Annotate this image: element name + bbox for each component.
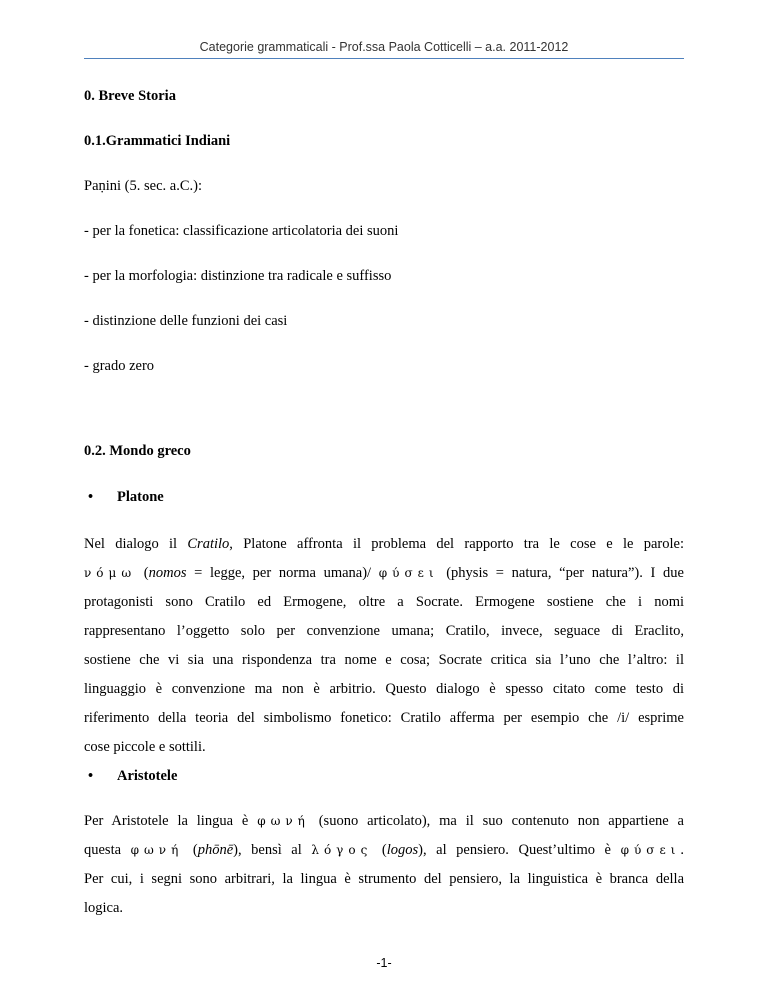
text-run: . — [680, 842, 684, 858]
paragraph-row: riferimento della teoria del simbolismo fonetico: Cratilo afferma per esempio che /i/ esprime — [84, 710, 684, 726]
greek-term-nomo: νόμω — [84, 566, 137, 580]
section-title-grammatici-indiani: 0.1.Grammatici Indiani — [84, 133, 231, 149]
list-item: - per la fonetica: classificazione articolatoria dei suoni — [84, 223, 399, 239]
text-run: Nel dialogo il — [84, 536, 188, 552]
aristotele-paragraph — [84, 807, 684, 923]
paragraph-row: cose piccole e sottili. — [84, 739, 206, 755]
list-item: - grado zero — [84, 358, 155, 374]
term-nomos: nomos — [148, 565, 187, 581]
text-run: ( — [372, 842, 387, 858]
paragraph-row: logica. — [84, 900, 124, 916]
section-title-breve-storia: 0. Breve Storia — [84, 88, 176, 104]
bullet-dot: • — [88, 489, 94, 505]
paragraph-row — [84, 836, 684, 865]
paragraph-row — [84, 530, 684, 559]
term-logos: logos — [386, 842, 419, 858]
text-run: , Platone affronta il problema del rapporto tra le cose e le parole: — [229, 536, 684, 552]
paragraph-row: sostiene che vi sia una rispondenza tra nome e cosa; Socrate critica sia l’uno che l’altro: il — [84, 652, 684, 668]
text-run: Per Aristotele la lingua è — [84, 813, 258, 829]
text-run: ( — [183, 842, 198, 858]
bullet-label-platone: Platone — [117, 489, 164, 505]
greek-term-phone: φωνή — [130, 843, 184, 857]
bullet-dot: • — [88, 768, 94, 784]
list-item: - distinzione delle funzioni dei casi — [84, 313, 288, 329]
list-item: - per la morfologia: distinzione tra radicale e suffisso — [84, 268, 392, 284]
text-run: (physis = natura, “per natura”). I due — [438, 565, 684, 581]
greek-term-physei: φύσει — [620, 843, 681, 857]
panini-intro: Paṇini (5. sec. a.C.): — [84, 178, 202, 194]
section-title-mondo-greco: 0.2. Mondo greco — [84, 443, 191, 459]
paragraph-row: Per cui, i segni sono arbitrari, la lingua è strumento del pensiero, la linguistica è branca della — [84, 871, 684, 887]
paragraph-row: protagonisti sono Cratilo ed Ermogene, oltre a Socrate. Ermogene sostiene che i nomi — [84, 594, 684, 610]
page-number: -1- — [376, 956, 392, 970]
greek-term-phone: φωνή — [257, 814, 310, 828]
header-rule — [84, 58, 684, 59]
text-run: ), bensì al — [233, 842, 312, 858]
running-header: Categorie grammaticali - Prof.ssa Paola Cotticelli – a.a. 2011-2012 — [199, 40, 569, 54]
platone-paragraph — [84, 530, 684, 762]
term-phone: phōnē — [197, 842, 234, 858]
text-run: = legge, per norma umana)/ — [186, 565, 379, 581]
paragraph-row — [84, 559, 684, 588]
text-run: (suono articolato), ma il suo contenuto non appartiene a — [309, 813, 684, 829]
bullet-platone — [84, 489, 384, 509]
paragraph-row — [84, 807, 684, 836]
greek-term-logos: λόγος — [311, 843, 373, 857]
paragraph-row: linguaggio è convenzione ma non è arbitrio. Questo dialogo è spesso citato come testo di — [84, 681, 684, 697]
text-run: ), al pensiero. Quest’ultimo è — [418, 842, 621, 858]
greek-term-physei: φύσει — [378, 566, 439, 580]
bullet-label-aristotele: Aristotele — [117, 768, 178, 784]
text-run: questa — [84, 842, 131, 858]
title-cratilo: Cratilo — [187, 536, 230, 552]
paragraph-row: rappresentano l’oggetto solo per convenzione umana; Cratilo, invece, seguace di Eraclito, — [84, 623, 684, 639]
bullet-aristotele — [84, 768, 384, 788]
text-run: ( — [136, 565, 149, 581]
